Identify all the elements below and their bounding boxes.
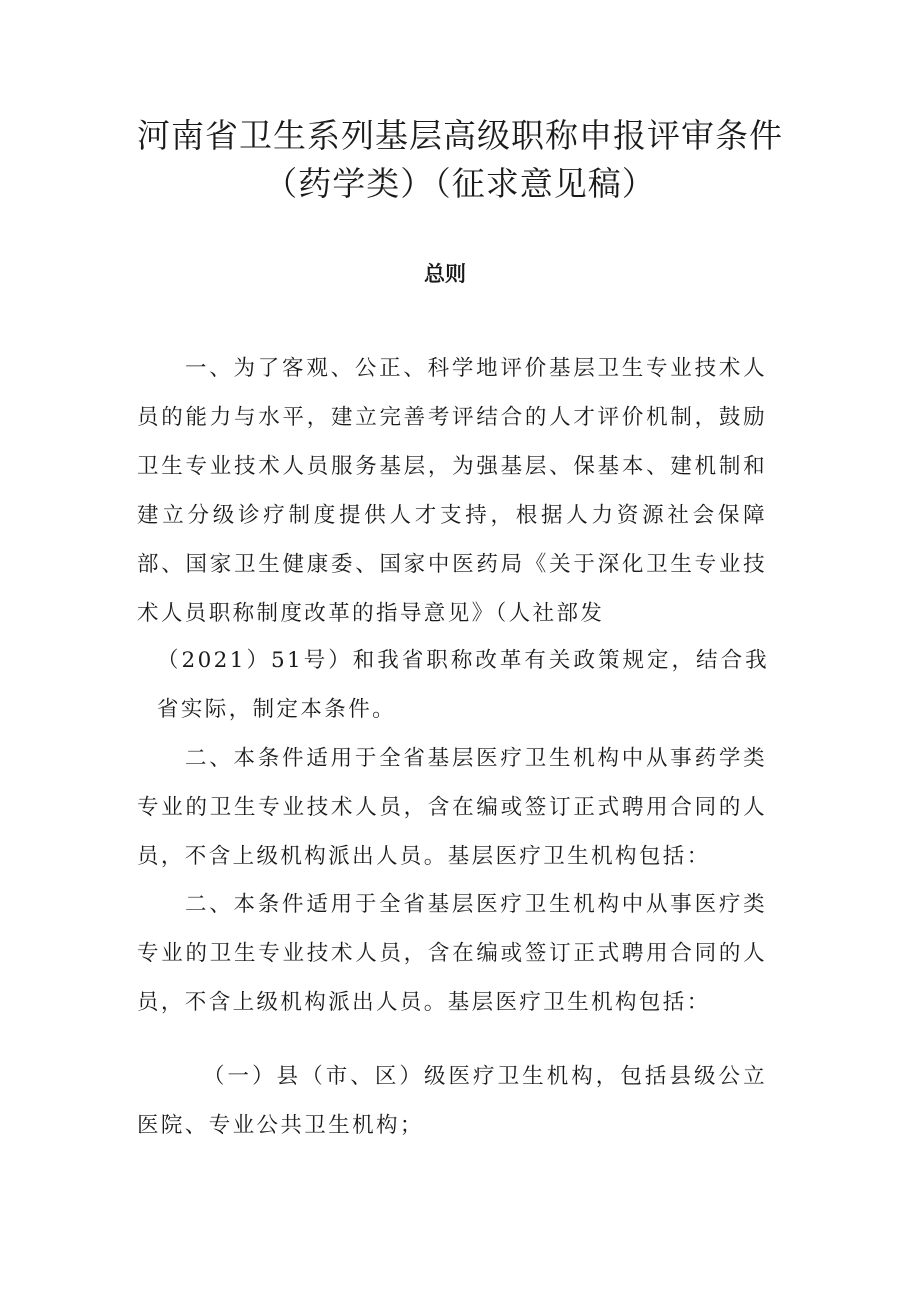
section-heading-general-provisions: 总则 xyxy=(424,262,466,286)
paragraph-purpose-continuation: （2021）51号）和我省职称改革有关政策规定，结合我省实际，制定本条件。 xyxy=(157,648,769,722)
paragraph-scope-pharmacy: 二、本条件适用于全省基层医疗卫生机构中从事药学类专业的卫生专业技术人员，含在编或签订正式聘用合同的人员，不含上级机构派出人员。基层医疗卫生机构包括： xyxy=(137,746,767,869)
paragraph-scope-medical: 二、本条件适用于全省基层医疗卫生机构中从事医疗类专业的卫生专业技术人员，含在编或签订正式聘用合同的人员，不含上级机构派出人员。基层医疗卫生机构包括： xyxy=(137,892,767,1015)
paragraph-purpose: 一、为了客观、公正、科学地评价基层卫生专业技术人员的能力与水平，建立完善考评结合的人才评价机制，鼓励卫生专业技术人员服务基层，为强基层、保基本、建机制和建立分级诊疗制度提供人才支持，根据人力资源社会保障部、国家卫生健康委、国家中医药局《关于深化卫生专业技术人员职称制度改革的指导意见》（人社部发 xyxy=(137,356,767,626)
document-title-line-2: （药学类）（征求意见稿） xyxy=(264,164,656,203)
document-title-line-1: 河南省卫生系列基层高级职称申报评审条件 xyxy=(137,116,783,155)
paragraph-county-institutions: （一）县（市、区）级医疗卫生机构，包括县级公立医院、专业公共卫生机构； xyxy=(137,1064,767,1138)
